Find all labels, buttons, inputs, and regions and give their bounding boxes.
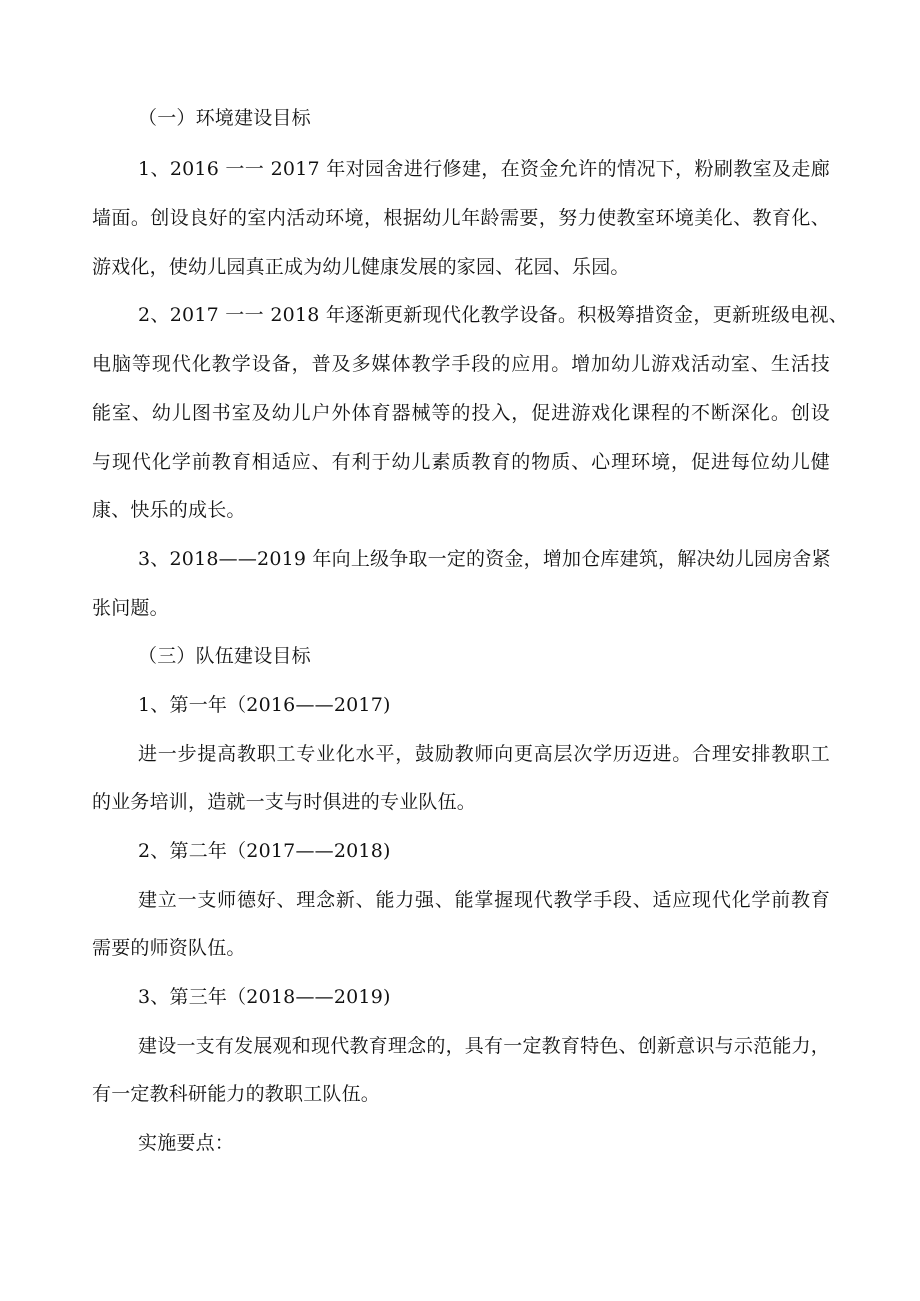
subheading-year-three: 3、第三年（2018——2019) — [138, 986, 391, 1008]
paragraph-line: 3、2018——2019 年向上级争取一定的资金，增加仓库建筑，解决幼儿园房舍紧 — [138, 548, 831, 570]
paragraph-line: 康、快乐的成长。 — [92, 499, 246, 521]
paragraph-line: 与现代化学前教育相适应、有利于幼儿素质教育的物质、心理环境，促进每位幼儿健 — [92, 451, 830, 473]
section-heading-environment: （一）环境建设目标 — [138, 107, 311, 129]
paragraph-line: 有一定教科研能力的教职工队伍。 — [92, 1083, 381, 1105]
paragraph-line: 建设一支有发展观和现代教育理念的，具有一定教育特色、创新意识与示范能力， — [138, 1035, 830, 1057]
paragraph-line: 能室、幼儿图书室及幼儿户外体育器械等的投入，促进游戏化课程的不断深化。创设 — [92, 402, 830, 424]
paragraph-line: 张问题。 — [92, 597, 169, 619]
paragraph-line: 需要的师资队伍。 — [92, 937, 246, 959]
subheading-year-one: 1、第一年（2016——2017) — [138, 694, 391, 716]
paragraph-line: 1、2016 一一 2017 年对园舍进行修建，在资金允许的情况下，粉刷教室及走廊 — [138, 158, 830, 180]
paragraph-line: 电脑等现代化教学设备，普及多媒体教学手段的应用。增加幼儿游戏活动室、生活技 — [92, 353, 830, 375]
subheading-year-two: 2、第二年（2017——2018) — [138, 840, 391, 862]
paragraph-line: 2、2017 一一 2018 年逐渐更新现代化教学设备。积极筹措资金，更新班级电视、 — [138, 304, 848, 326]
implementation-heading: 实施要点： — [138, 1132, 235, 1154]
paragraph-line: 建立一支师德好、理念新、能力强、能掌握现代教学手段、适应现代化学前教育 — [138, 889, 830, 911]
paragraph-line: 游戏化，使幼儿园真正成为幼儿健康发展的家园、花园、乐园。 — [92, 256, 630, 278]
paragraph-line: 进一步提高教职工专业化水平，鼓励教师向更高层次学历迈进。合理安排教职工 — [138, 743, 830, 765]
paragraph-line: 墙面。创设良好的室内活动环境，根据幼儿年龄需要，努力使教室环境美化、教育化、 — [92, 207, 830, 229]
paragraph-line: 的业务培训，造就一支与时俱进的专业队伍。 — [92, 791, 477, 813]
section-heading-team: （三）队伍建设目标 — [138, 645, 311, 667]
